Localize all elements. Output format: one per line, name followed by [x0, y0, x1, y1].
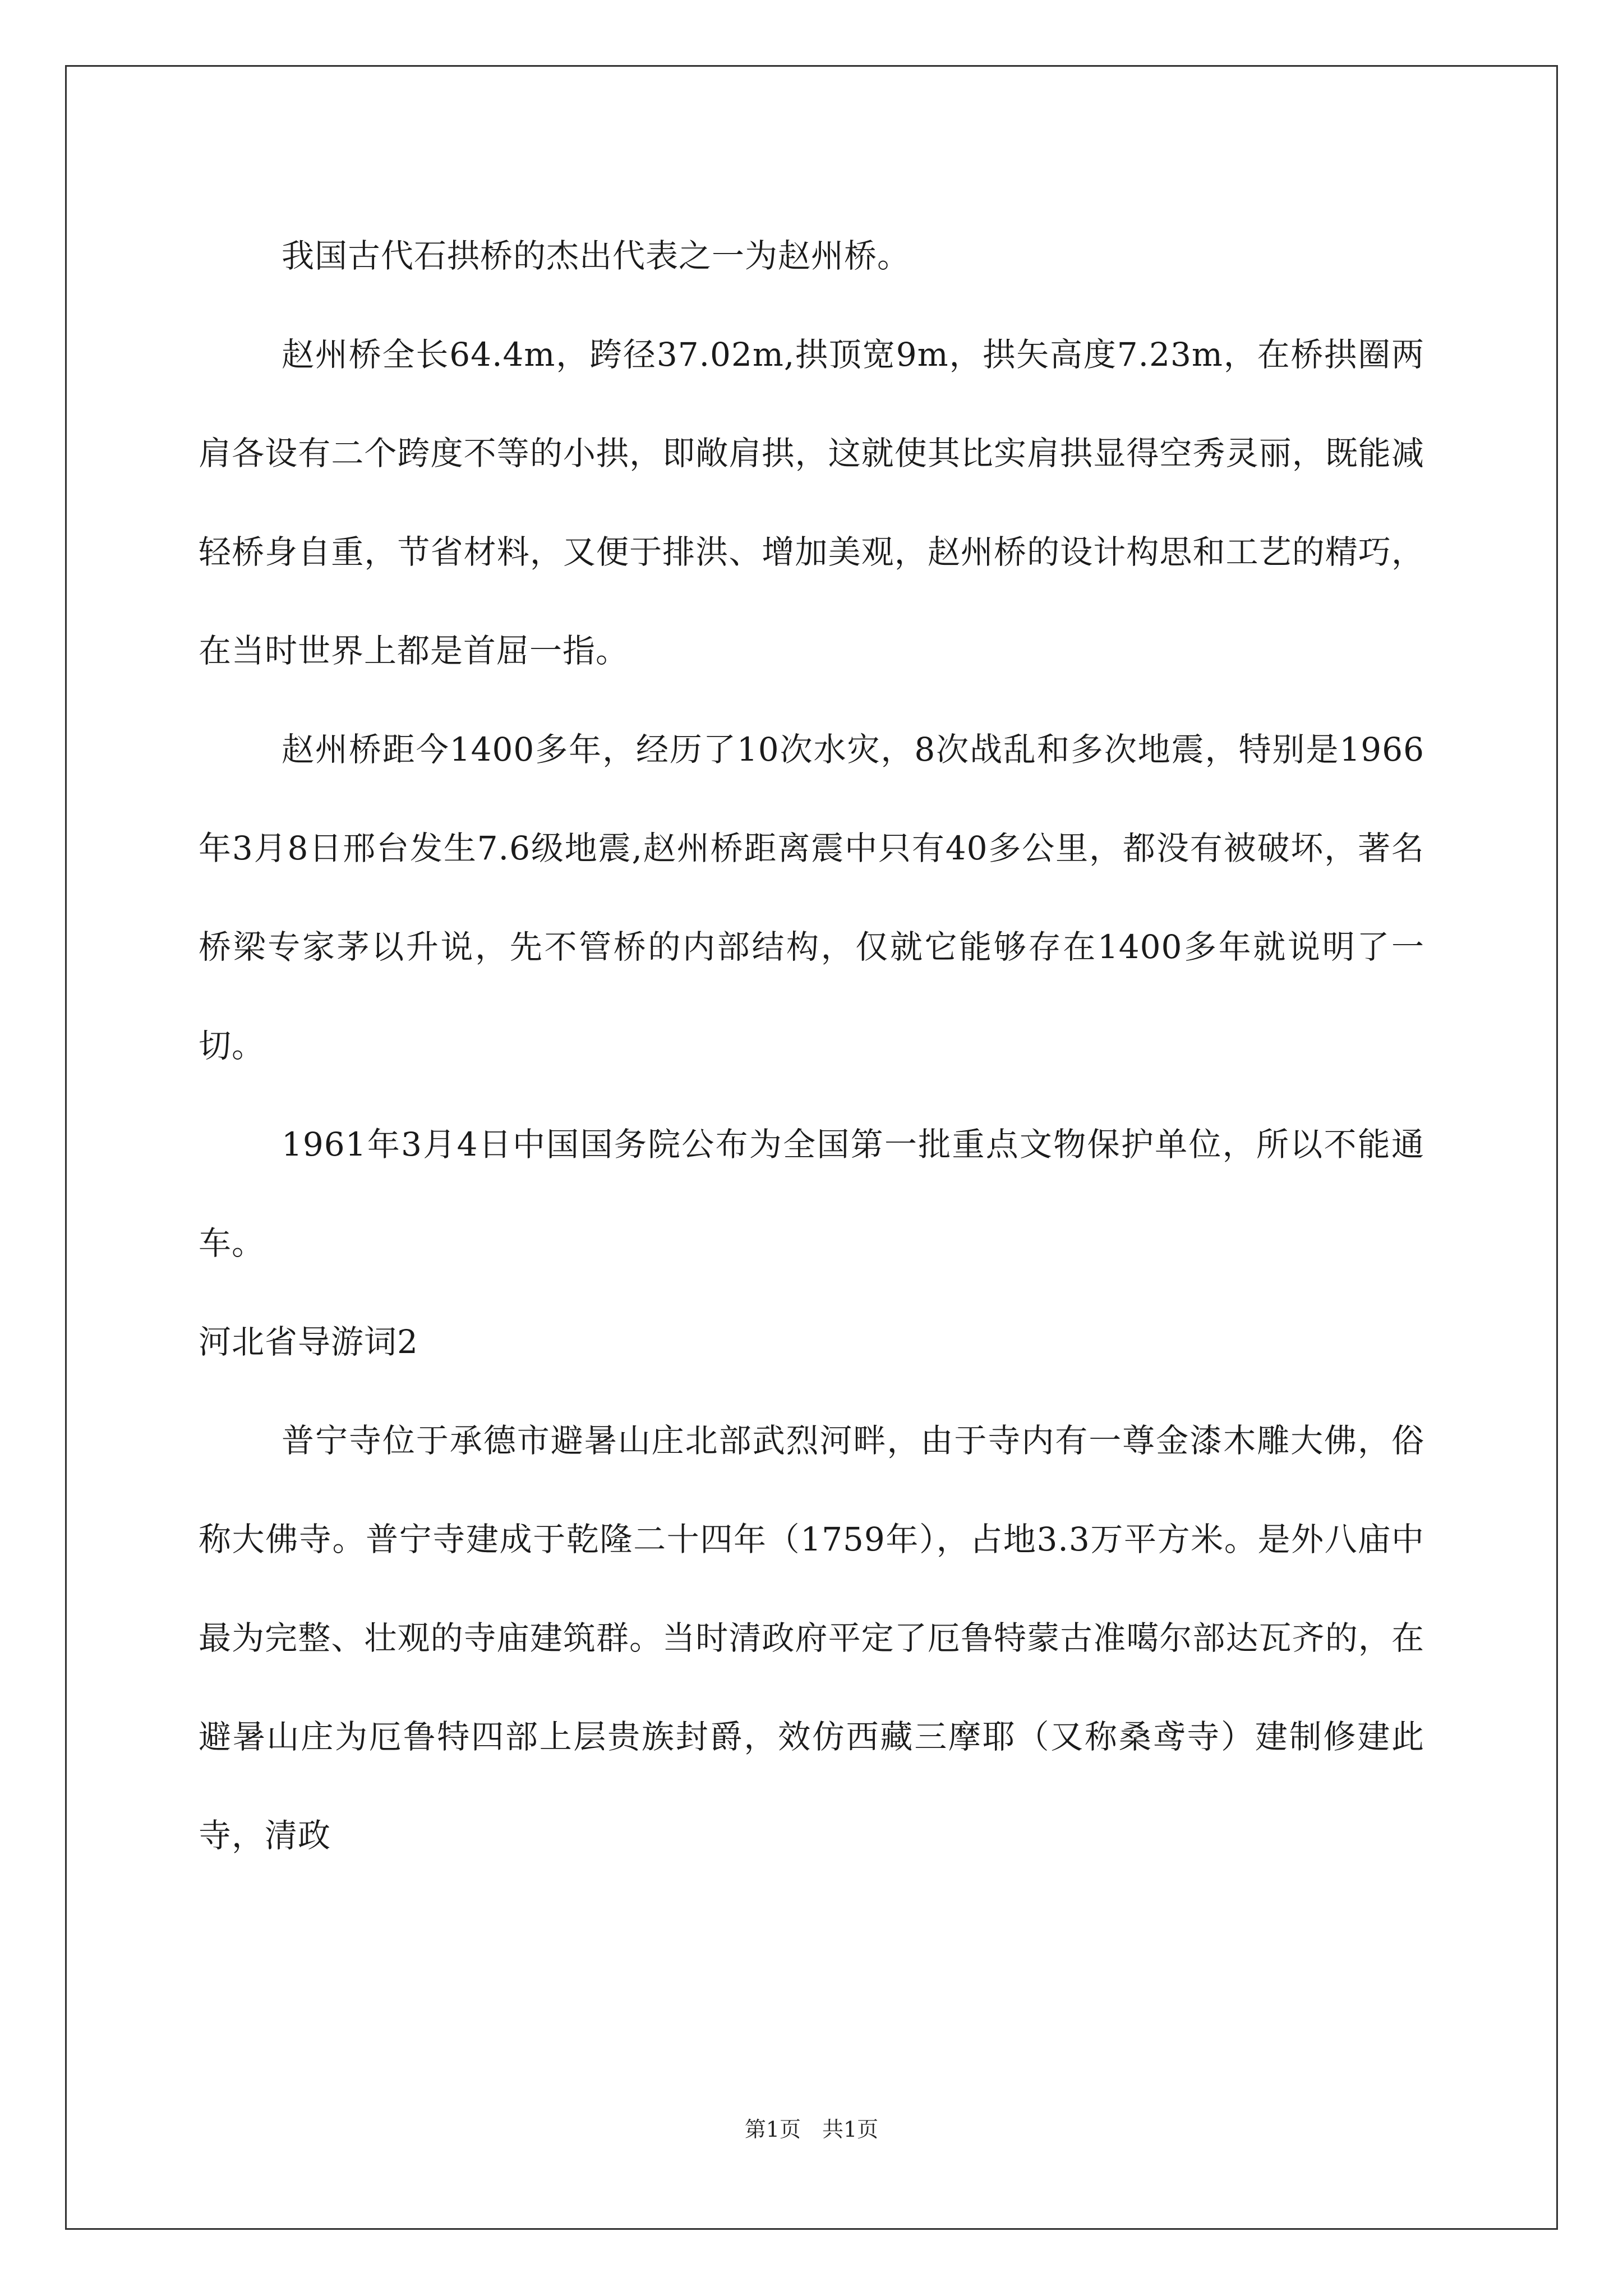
paragraph-protection: 1961年3月4日中国国务院公布为全国第一批重点文物保护单位，所以不能通车。 [199, 1125, 1424, 1262]
paragraph-dimensions: 赵州桥全长64.4m，跨径37.02m,拱顶宽9m，拱矢高度7.23m，在桥拱圈两肩各设有二个跨度不等的小拱，即敞肩拱，这就使其比实肩拱显得空秀灵丽，既能减轻桥身自重，节省材料，又便于排洪、增加美观，赵州桥的设计构思和工艺的精巧，在当时世界上都是首屈一指。 [199, 335, 1424, 670]
document-body [199, 206, 1424, 1885]
paragraph-history: 赵州桥距今1400多年，经历了10次水灾，8次战乱和多次地震，特别是1966年3月8日邢台发生7.6级地震,赵州桥距离震中只有40多公里，都没有被破坏，著名桥梁专家茅以升说，先不管桥的内部结构，仅就它能够存在1400多年就说明了一切。 [199, 730, 1424, 1065]
page-footer: 第1页 共1页 [744, 2117, 879, 2142]
section-heading: 河北省导游词2 [199, 1323, 418, 1361]
paragraph-intro: 我国古代石拱桥的杰出代表之一为赵州桥。 [282, 237, 911, 275]
paragraph-puning-temple: 普宁寺位于承德市避暑山庄北部武烈河畔，由于寺内有一尊金漆木雕大佛，俗称大佛寺。普宁寺建成于乾隆二十四年（1759年），占地3.3万平方米。是外八庙中最为完整、壮观的寺庙建筑群。当时清政府平定了厄鲁特蒙古准噶尔部达瓦齐的，在避暑山庄为厄鲁特四部上层贵族封爵，效仿西藏三摩耶（又称桑鸢寺）建制修建此寺，清政 [199, 1421, 1424, 1855]
